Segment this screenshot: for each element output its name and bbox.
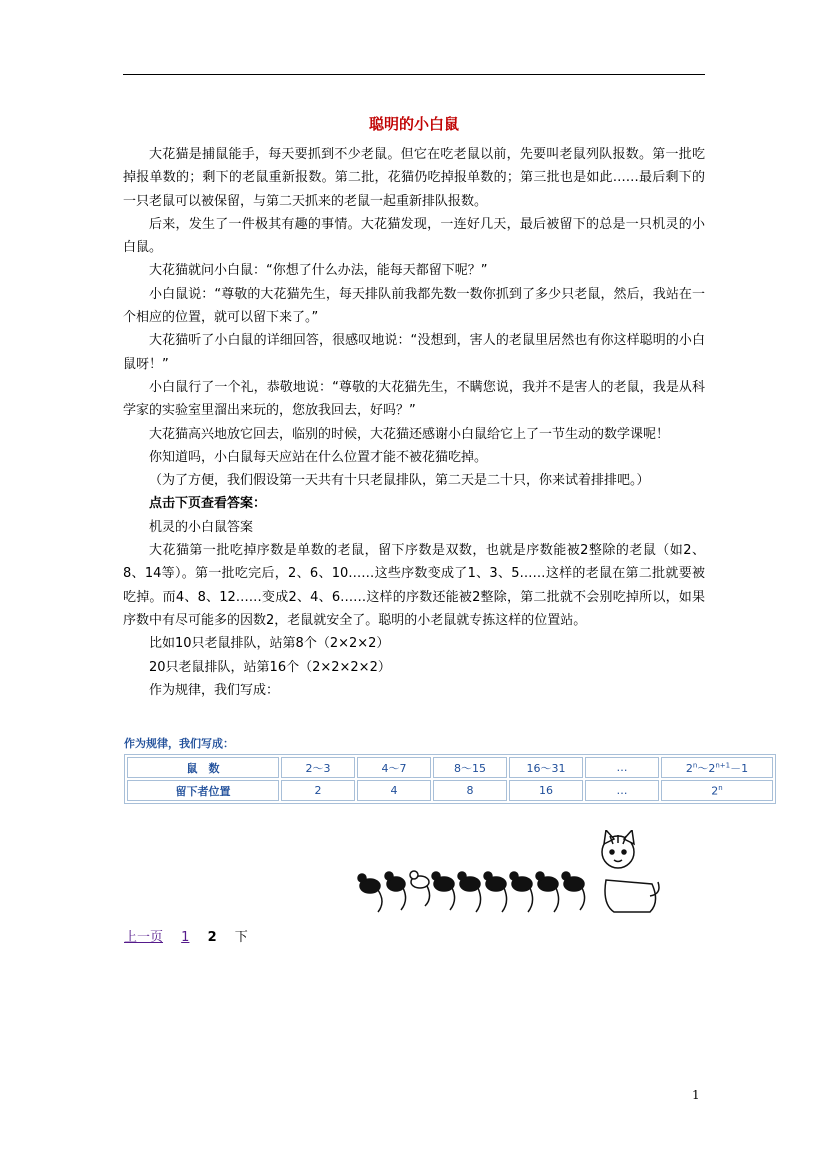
table-cell: 8～15 xyxy=(433,757,507,778)
mouse-icon xyxy=(458,872,481,912)
table-cell: 16～31 xyxy=(509,757,583,778)
formula-tail: －1 xyxy=(730,761,749,775)
formula-exponent: n xyxy=(692,760,698,769)
pattern-table xyxy=(124,754,776,804)
formula-mid: ～2 xyxy=(697,761,716,775)
mouse-icon xyxy=(484,872,507,912)
formula-exponent: n xyxy=(718,783,723,792)
table-cell: 16 xyxy=(509,780,583,801)
answer-paragraph: 20只老鼠排队，站第16个（2×2×2×2） xyxy=(149,659,391,675)
answer-heading: 点击下页查看答案： xyxy=(149,496,267,512)
answer-paragraph: 大花猫第一批吃掉序数是单数的老鼠，留下序数是双数，也就是序数能被2整除的老鼠（如2、8、14等）。第一批吃完后，2、6、10……这些序数变成了1、3、5……这样的老鼠在第二批就要被吃掉。而4、8、12……变成2、4、6……这样的序数还能被2整除，第二批就不会别吃掉所以，如果序数中有尽可能多的因数2，老鼠就安全了。聪明的小老鼠就专拣这样的位置站。 xyxy=(123,543,705,628)
formula-base: 2 xyxy=(685,761,693,775)
header-rule xyxy=(123,74,705,75)
story-paragraph: 大花猫就问小白鼠：“你想了什么办法，能每天都留下呢？” xyxy=(149,263,488,279)
page-title: 聪明的小白鼠 xyxy=(368,115,459,133)
mouse-icon xyxy=(562,872,585,910)
formula-base: 2 xyxy=(711,784,719,798)
cat-and-mice-illustration xyxy=(352,830,662,916)
table-cell: 2～3 xyxy=(281,757,355,778)
pagination xyxy=(124,926,248,945)
mouse-icon xyxy=(385,872,406,910)
story-paragraph: （为了方便，我们假设第一天共有十只老鼠排队，第二天是二十只，你来试着排排吧。） xyxy=(149,473,650,489)
story-paragraph: 后来，发生了一件极其有趣的事情。大花猫发现，一连好几天，最后被留下的总是一只机灵的小白鼠。 xyxy=(123,216,705,256)
story-paragraph: 你知道吗，小白鼠每天应站在什么位置才能不被花猫吃掉。 xyxy=(149,449,488,465)
mouse-icon xyxy=(536,872,559,912)
formula-exponent: n+1 xyxy=(715,760,731,769)
answer-paragraph: 比如10只老鼠排队，站第8个（2×2×2） xyxy=(149,636,390,652)
story-paragraph: 大花猫高兴地放它回去，临别的时候，大花猫还感谢小白鼠给它上了一节生动的数学课呢！ xyxy=(149,426,670,442)
mouse-icon xyxy=(510,872,533,912)
mouse-icon xyxy=(432,872,455,910)
table-cell: … xyxy=(585,757,659,778)
mouse-icon xyxy=(410,871,430,906)
next-page-label: 下 xyxy=(234,930,248,945)
table-cell: 4 xyxy=(357,780,431,801)
table-cell: 8 xyxy=(433,780,507,801)
table-cell-formula xyxy=(661,780,773,801)
table-header-cell: 鼠 数 xyxy=(127,757,279,778)
table-cell-formula xyxy=(661,757,773,778)
story-body xyxy=(123,143,705,702)
table-caption: 作为规律，我们写成： xyxy=(124,737,234,750)
table-row xyxy=(127,757,773,778)
table-row xyxy=(127,780,773,801)
story-paragraph: 大花猫听了小白鼠的详细回答，很感叹地说：“没想到，害人的老鼠里居然也有你这样聪明的小白鼠呀！” xyxy=(123,333,705,372)
page-number: 1 xyxy=(692,1088,700,1102)
story-paragraph: 小白鼠行了一个礼，恭敬地说：“尊敬的大花猫先生，不瞒您说，我并不是害人的老鼠，我是从科学家的实验室里溜出来玩的，您放我回去，好吗？” xyxy=(123,379,705,419)
table-cell: … xyxy=(585,780,659,801)
current-page: 2 xyxy=(207,930,217,945)
answer-paragraph: 机灵的小白鼠答案 xyxy=(149,519,254,535)
cat-icon xyxy=(602,830,659,912)
answer-paragraph: 作为规律，我们写成： xyxy=(149,682,280,698)
table-header-cell: 留下者位置 xyxy=(127,780,279,801)
mouse-icon xyxy=(358,874,382,912)
table-cell: 4～7 xyxy=(357,757,431,778)
prev-page-link[interactable]: 上一页 xyxy=(124,930,164,945)
table-cell: 2 xyxy=(281,780,355,801)
story-paragraph: 大花猫是捕鼠能手，每天要抓到不少老鼠。但它在吃老鼠以前，先要叫老鼠列队报数。第一批吃掉报单数的；剩下的老鼠重新报数。第二批，花猫仍吃掉报单数的；第三批也是如此……最后剩下的一只老鼠可以被保留，与第二天抓来的老鼠一起重新排队报数。 xyxy=(123,147,705,209)
story-paragraph: 小白鼠说：“尊敬的大花猫先生，每天排队前我都先数一数你抓到了多少只老鼠，然后，我站在一个相应的位置，就可以留下来了。” xyxy=(123,286,705,326)
page-1-link[interactable]: 1 xyxy=(181,930,190,945)
